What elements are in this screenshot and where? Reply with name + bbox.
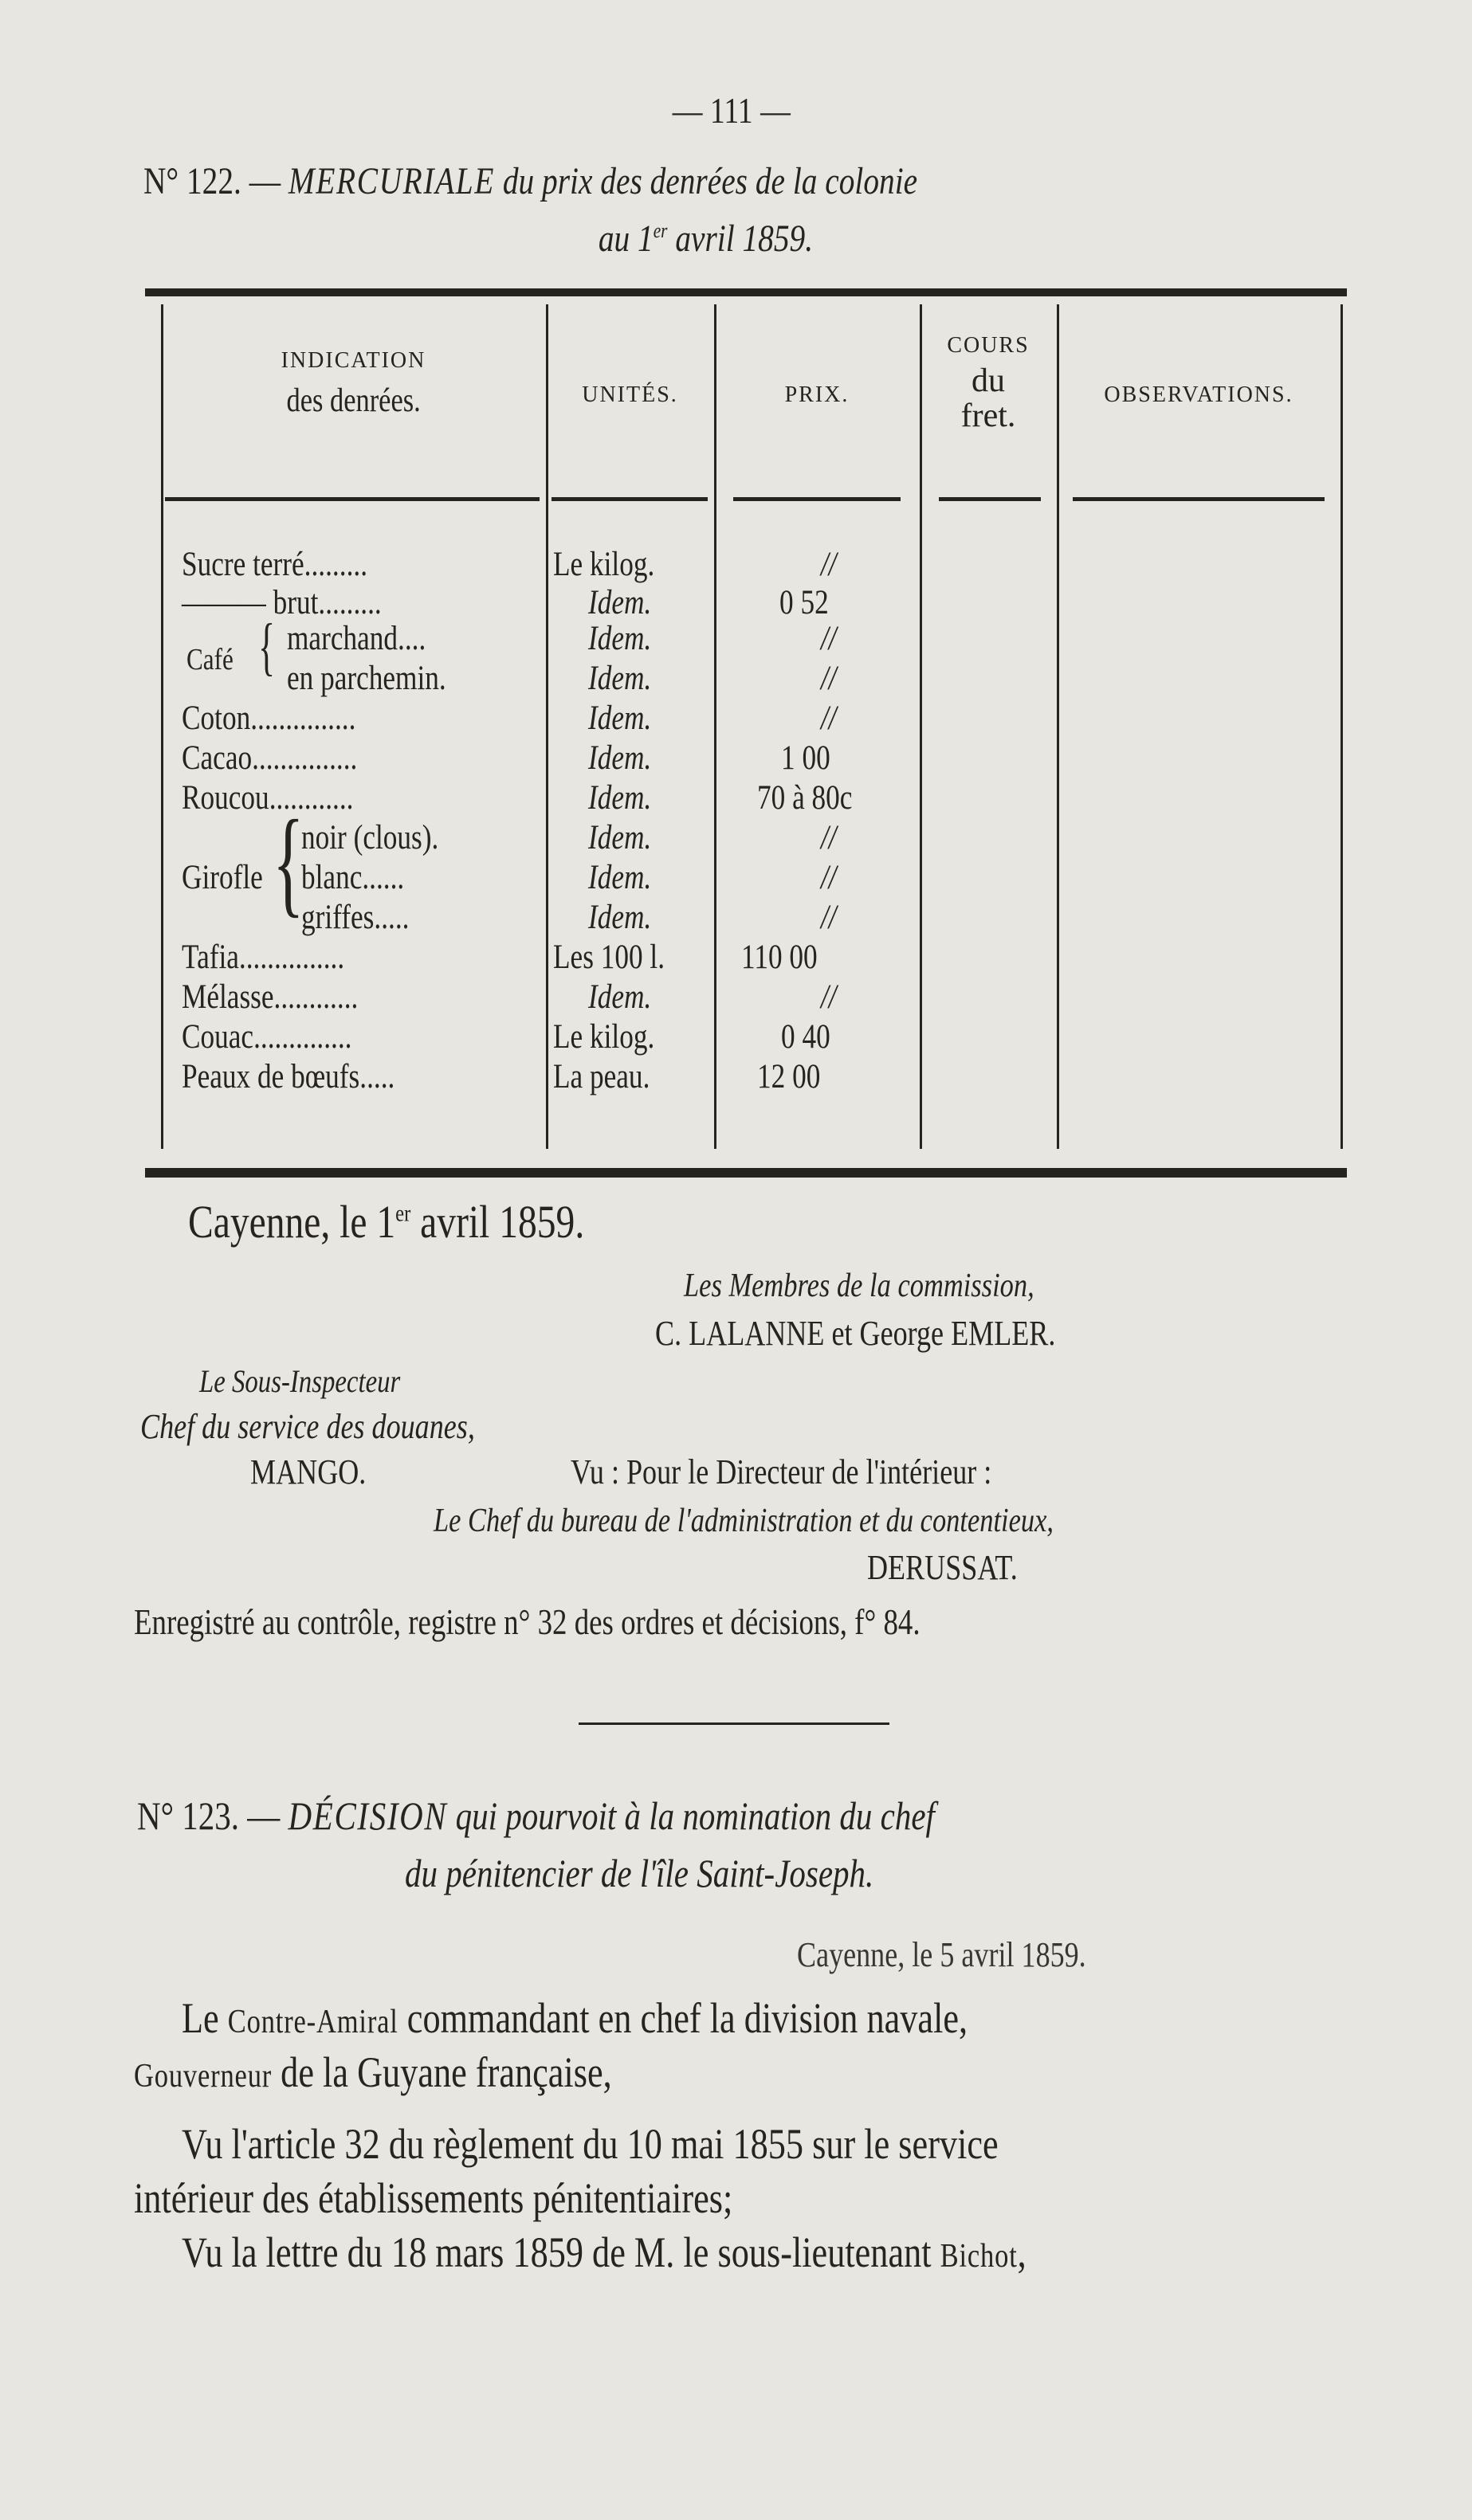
- commission-members: Les Membres de la commission,: [684, 1268, 1034, 1304]
- row-unit: La peau.: [553, 1058, 650, 1095]
- brace-cafe: {: [258, 612, 276, 682]
- table-bottom-rule: [145, 1168, 1347, 1178]
- header-indication: INDICATION des denrées.: [281, 348, 426, 419]
- row-price: //: [821, 700, 837, 737]
- row-unit: Les 100 l.: [553, 939, 665, 976]
- brace-girofle: {: [273, 796, 304, 928]
- group-label-cafe: Café: [186, 643, 234, 676]
- row-unit: Idem.: [588, 819, 652, 856]
- row-price: 0 40: [781, 1018, 830, 1056]
- row-unit: Idem.: [588, 859, 652, 896]
- chef-douanes: Chef du service des douanes,: [140, 1407, 475, 1446]
- commission-names: C. LALANNE et George EMLER.: [655, 1314, 1056, 1353]
- row-price: //: [821, 859, 837, 896]
- enregistrement-note: Enregistré au contrôle, registre n° 32 des ordres et décisions, f° 84.: [134, 1602, 920, 1642]
- doc122-title-date: au 1er avril 1859.: [598, 218, 814, 260]
- row-price: 70 à 80c: [757, 779, 853, 817]
- chef-bureau: Le Chef du bureau de l'administration et du contentieux,: [434, 1503, 1054, 1539]
- row-unit: Idem.: [588, 779, 652, 817]
- row-label: Sucre terré.........: [182, 546, 368, 583]
- row-unit: Idem.: [588, 899, 652, 936]
- doc123-title: DÉCISION: [288, 1793, 448, 1838]
- section-divider: [579, 1722, 889, 1725]
- header-separator: [1073, 497, 1325, 501]
- row-price: //: [821, 819, 837, 856]
- row-label: marchand....: [287, 620, 426, 657]
- header-observations: OBSERVATIONS.: [1104, 382, 1293, 407]
- row-unit: Idem.: [588, 584, 652, 621]
- row-label: Roucou............: [182, 779, 354, 817]
- header-unites: UNITÉS.: [582, 382, 678, 407]
- row-unit: Idem.: [588, 620, 652, 657]
- header-separator: [939, 497, 1041, 501]
- doc122-subtitle: du prix des denrées de la colonie: [502, 160, 918, 202]
- header-separator: [552, 497, 708, 501]
- row-price: 12 00: [757, 1058, 821, 1095]
- row-price: //: [821, 978, 837, 1016]
- mercuriale-table: [145, 288, 1347, 1179]
- doc123-heading: [137, 1793, 1110, 1839]
- row-unit: Idem.: [588, 660, 652, 697]
- row-label: Coton...............: [182, 700, 356, 737]
- col-divider: [1341, 304, 1343, 1149]
- table-top-rule: [145, 288, 1347, 296]
- row-label: ——— brut.........: [182, 584, 382, 621]
- header-separator: [733, 497, 901, 501]
- sous-inspecteur: Le Sous-Inspecteur: [199, 1363, 401, 1399]
- row-label: Tafia...............: [182, 939, 345, 976]
- col-divider: [1057, 304, 1059, 1149]
- vu-directeur: Vu : Pour le Directeur de l'intérieur :: [571, 1452, 992, 1491]
- row-label: Peaux de bœufs.....: [182, 1058, 395, 1095]
- row-price: //: [821, 899, 837, 936]
- col-divider: [546, 304, 548, 1149]
- signature-derussat: DERUSSAT.: [867, 1548, 1018, 1587]
- row-unit: Idem.: [588, 700, 652, 737]
- page-number: — 111 —: [672, 90, 791, 131]
- row-price: 1 00: [781, 739, 830, 777]
- col-divider: [161, 304, 163, 1149]
- row-unit: Idem.: [588, 739, 652, 777]
- doc123-paragraph: Vu la lettre du 18 mars 1859 de M. le sous-lieutenant Bichot,: [182, 2228, 1026, 2276]
- doc123-paragraph: Gouverneur de la Guyane française,: [134, 2048, 612, 2096]
- doc123-paragraph: intérieur des établissements pénitentiaires;: [134, 2174, 733, 2222]
- doc123-title-cont: du pénitencier de l'île Saint-Joseph.: [405, 1851, 874, 1895]
- doc123-paragraph: Vu l'article 32 du règlement du 10 mai 1855 sur le service: [182, 2120, 999, 2168]
- row-price: //: [821, 546, 837, 583]
- row-price: //: [821, 620, 837, 657]
- col-divider: [714, 304, 716, 1149]
- row-unit: Idem.: [588, 978, 652, 1016]
- row-label: Cacao...............: [182, 739, 358, 777]
- row-unit: Le kilog.: [553, 546, 655, 583]
- row-label: blanc......: [301, 859, 405, 896]
- row-price: 110 00: [741, 939, 818, 976]
- doc123-date: Cayenne, le 5 avril 1859.: [797, 1935, 1086, 1974]
- row-unit: Le kilog.: [553, 1018, 655, 1056]
- doc123-paragraph: Le Contre-Amiral commandant en chef la division navale,: [182, 1994, 968, 2042]
- group-label-girofle: Girofle: [182, 859, 263, 896]
- doc122-number: N° 122. —: [143, 160, 281, 202]
- row-label: griffes.....: [301, 899, 410, 936]
- closing-place-date: Cayenne, le 1er avril 1859.: [188, 1196, 585, 1248]
- doc123-number: N° 123. —: [137, 1793, 281, 1838]
- row-price: 0 52: [779, 584, 829, 621]
- row-label: en parchemin.: [287, 660, 446, 697]
- doc122-title: MERCURIALE: [288, 160, 496, 202]
- doc123-subtitle: qui pourvoit à la nomination du chef: [455, 1793, 935, 1838]
- row-label: Mélasse............: [182, 978, 359, 1016]
- doc122-heading: [143, 159, 1087, 203]
- row-label: Couac..............: [182, 1018, 352, 1056]
- row-label: noir (clous).: [301, 819, 439, 856]
- header-cours-du-fret: COURS du fret.: [947, 333, 1030, 434]
- row-price: //: [821, 660, 837, 697]
- signature-mango: MANGO.: [250, 1452, 367, 1491]
- header-separator: [165, 497, 540, 501]
- header-prix: PRIX.: [784, 382, 850, 407]
